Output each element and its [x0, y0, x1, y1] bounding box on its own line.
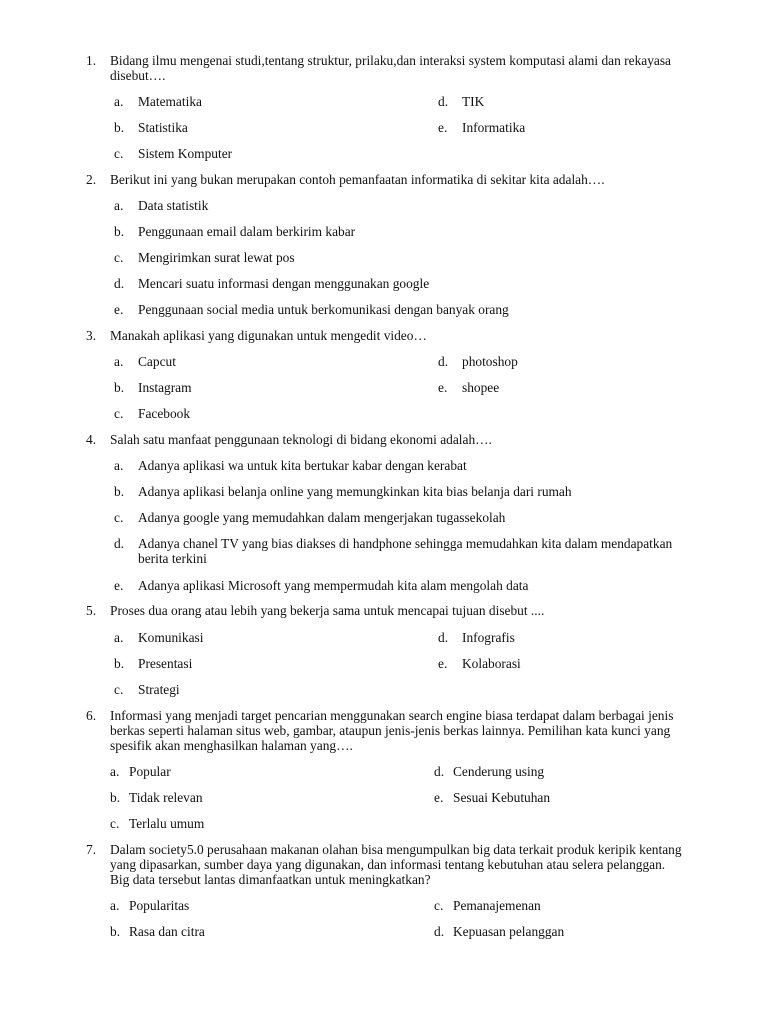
- option-text: Rasa dan citra: [129, 924, 205, 939]
- option-letter: d.: [438, 94, 449, 109]
- question-3: [86, 328, 686, 343]
- option-letter: a.: [114, 198, 124, 213]
- question-1: [86, 53, 686, 83]
- option-4d[interactable]: [114, 536, 674, 566]
- option-letter: c.: [114, 682, 124, 697]
- question-number: 7.: [86, 842, 97, 857]
- option-4e[interactable]: [114, 578, 674, 593]
- option-letter: b.: [110, 924, 121, 939]
- option-text: Adanya aplikasi belanja online yang memungkinkan kita bias belanja dari rumah: [138, 484, 572, 499]
- option-text: Cenderung using: [453, 764, 545, 779]
- question-text: Proses dua orang atau lebih yang bekerja sama untuk mencapai tujuan disebut ....: [110, 603, 545, 618]
- option-6c[interactable]: [110, 816, 204, 831]
- question-text: Manakah aplikasi yang digunakan untuk mengedit video…: [110, 328, 427, 343]
- option-3d[interactable]: [438, 354, 518, 369]
- option-text: Penggunaan email dalam berkirim kabar: [138, 224, 356, 239]
- option-6e[interactable]: [434, 790, 550, 805]
- option-text: Adanya chanel TV yang bias diakses di handphone sehingga memudahkan kita dalam mendapatkan berita terkini: [138, 536, 673, 566]
- option-text: Facebook: [138, 406, 191, 421]
- option-text: photoshop: [462, 354, 518, 369]
- option-letter: e.: [434, 790, 444, 805]
- question-7: [86, 842, 686, 887]
- option-text: Terlalu umum: [129, 816, 205, 831]
- question-4: [86, 432, 686, 447]
- option-text: Komunikasi: [138, 630, 204, 645]
- question-number: 5.: [86, 603, 97, 618]
- option-text: Presentasi: [138, 656, 193, 671]
- option-text: Sesuai Kebutuhan: [453, 790, 551, 805]
- option-text: Capcut: [138, 354, 176, 369]
- option-letter: c.: [114, 406, 124, 421]
- option-5d[interactable]: [438, 630, 515, 645]
- option-4c[interactable]: [114, 510, 674, 525]
- option-text: Popular: [129, 764, 171, 779]
- option-6a[interactable]: [110, 764, 171, 779]
- option-letter: e.: [438, 120, 448, 135]
- option-text: Adanya aplikasi wa untuk kita bertukar kabar dengan kerabat: [138, 458, 467, 473]
- option-letter: b.: [114, 224, 125, 239]
- question-2: [86, 172, 686, 187]
- option-1d[interactable]: [438, 94, 484, 109]
- option-text: Mencari suatu informasi dengan menggunakan google: [138, 276, 430, 291]
- option-4b[interactable]: [114, 484, 674, 499]
- option-letter: b.: [114, 484, 125, 499]
- question-number: 6.: [86, 708, 97, 723]
- question-number: 1.: [86, 53, 97, 68]
- question-text: Salah satu manfaat penggunaan teknologi di bidang ekonomi adalah….: [110, 432, 492, 447]
- option-text: Pemanajemenan: [453, 898, 541, 913]
- option-text: TIK: [462, 94, 485, 109]
- option-letter: d.: [434, 764, 445, 779]
- question-text: Informasi yang menjadi target pencarian menggunakan search engine biasa terdapat dalam berbagai jenis berkas seperti halaman situs web, gambar, ataupun jenis-jenis berkas lainnya. Pemilihan kata kunci yang spesifik akan menghasilkan halaman yang….: [110, 708, 674, 753]
- option-letter: c.: [114, 146, 124, 161]
- option-1e[interactable]: [438, 120, 525, 135]
- option-letter: a.: [110, 898, 120, 913]
- question-number: 4.: [86, 432, 97, 447]
- option-letter: c.: [114, 510, 124, 525]
- question-number: 3.: [86, 328, 97, 343]
- option-text: Kolaborasi: [462, 656, 521, 671]
- option-3b[interactable]: [114, 380, 192, 395]
- option-1b[interactable]: [114, 120, 188, 135]
- question-text: Bidang ilmu mengenai studi,tentang struktur, prilaku,dan interaksi system komputasi alami dan rekayasa disebut….: [110, 53, 672, 83]
- option-3e[interactable]: [438, 380, 499, 395]
- option-text: Statistika: [138, 120, 188, 135]
- option-2e[interactable]: [114, 302, 674, 317]
- option-letter: a.: [110, 764, 120, 779]
- option-text: Mengirimkan surat lewat pos: [138, 250, 295, 265]
- question-5: [86, 603, 686, 618]
- option-7d[interactable]: [434, 924, 564, 939]
- question-number: 2.: [86, 172, 97, 187]
- option-6b[interactable]: [110, 790, 203, 805]
- option-text: Instagram: [138, 380, 192, 395]
- option-text: Tidak relevan: [129, 790, 203, 805]
- option-letter: d.: [434, 924, 445, 939]
- option-letter: d.: [114, 536, 125, 551]
- option-7a[interactable]: [110, 898, 189, 913]
- option-4a[interactable]: [114, 458, 674, 473]
- question-6: [86, 708, 686, 753]
- option-letter: c.: [114, 250, 124, 265]
- option-7b[interactable]: [110, 924, 205, 939]
- option-7c[interactable]: [434, 898, 541, 913]
- option-text: Kepuasan pelanggan: [453, 924, 565, 939]
- option-2d[interactable]: [114, 276, 674, 291]
- option-2c[interactable]: [114, 250, 674, 265]
- option-text: Penggunaan social media untuk berkomunikasi dengan banyak orang: [138, 302, 509, 317]
- option-letter: a.: [114, 458, 124, 473]
- question-text: Berikut ini yang bukan merupakan contoh pemanfaatan informatika di sekitar kita adalah….: [110, 172, 605, 187]
- option-letter: e.: [114, 578, 124, 593]
- option-text: Adanya google yang memudahkan dalam mengerjakan tugassekolah: [138, 510, 506, 525]
- option-letter: b.: [114, 120, 125, 135]
- option-text: shopee: [462, 380, 500, 395]
- option-5a[interactable]: [114, 630, 203, 645]
- option-text: Adanya aplikasi Microsoft yang mempermudah kita alam mengolah data: [138, 578, 529, 593]
- option-3c[interactable]: [114, 406, 190, 421]
- option-text: Infografis: [462, 630, 515, 645]
- option-letter: d.: [114, 276, 125, 291]
- option-text: Data statistik: [138, 198, 209, 213]
- option-letter: e.: [438, 656, 448, 671]
- option-5b[interactable]: [114, 656, 192, 671]
- option-6d[interactable]: [434, 764, 544, 779]
- option-2b[interactable]: [114, 224, 674, 239]
- option-letter: b.: [110, 790, 121, 805]
- option-3a[interactable]: [114, 354, 176, 369]
- option-text: Strategi: [138, 682, 180, 697]
- option-text: Sistem Komputer: [138, 146, 233, 161]
- question-text: Dalam society5.0 perusahaan makanan olahan bisa mengumpulkan big data terkait produk keripik kentang yang dipasarkan, sumber daya yang digunakan, dan informasi tentang kebutuhan atau selera pelanggan. Big data tersebut lantas dimanfaatkan untuk meningkatkan?: [110, 842, 682, 887]
- option-1a[interactable]: [114, 94, 202, 109]
- option-letter: d.: [438, 630, 449, 645]
- option-letter: e.: [114, 302, 124, 317]
- option-letter: a.: [114, 630, 124, 645]
- option-letter: c.: [434, 898, 444, 913]
- option-letter: d.: [438, 354, 449, 369]
- option-text: Popularitas: [129, 898, 190, 913]
- option-text: Matematika: [138, 94, 202, 109]
- option-letter: a.: [114, 354, 124, 369]
- option-letter: b.: [114, 380, 125, 395]
- option-2a[interactable]: [114, 198, 674, 213]
- option-letter: b.: [114, 656, 125, 671]
- option-text: Informatika: [462, 120, 526, 135]
- option-letter: e.: [438, 380, 448, 395]
- option-5c[interactable]: [114, 682, 180, 697]
- option-letter: a.: [114, 94, 124, 109]
- option-1c[interactable]: [114, 146, 232, 161]
- option-letter: c.: [110, 816, 120, 831]
- option-5e[interactable]: [438, 656, 521, 671]
